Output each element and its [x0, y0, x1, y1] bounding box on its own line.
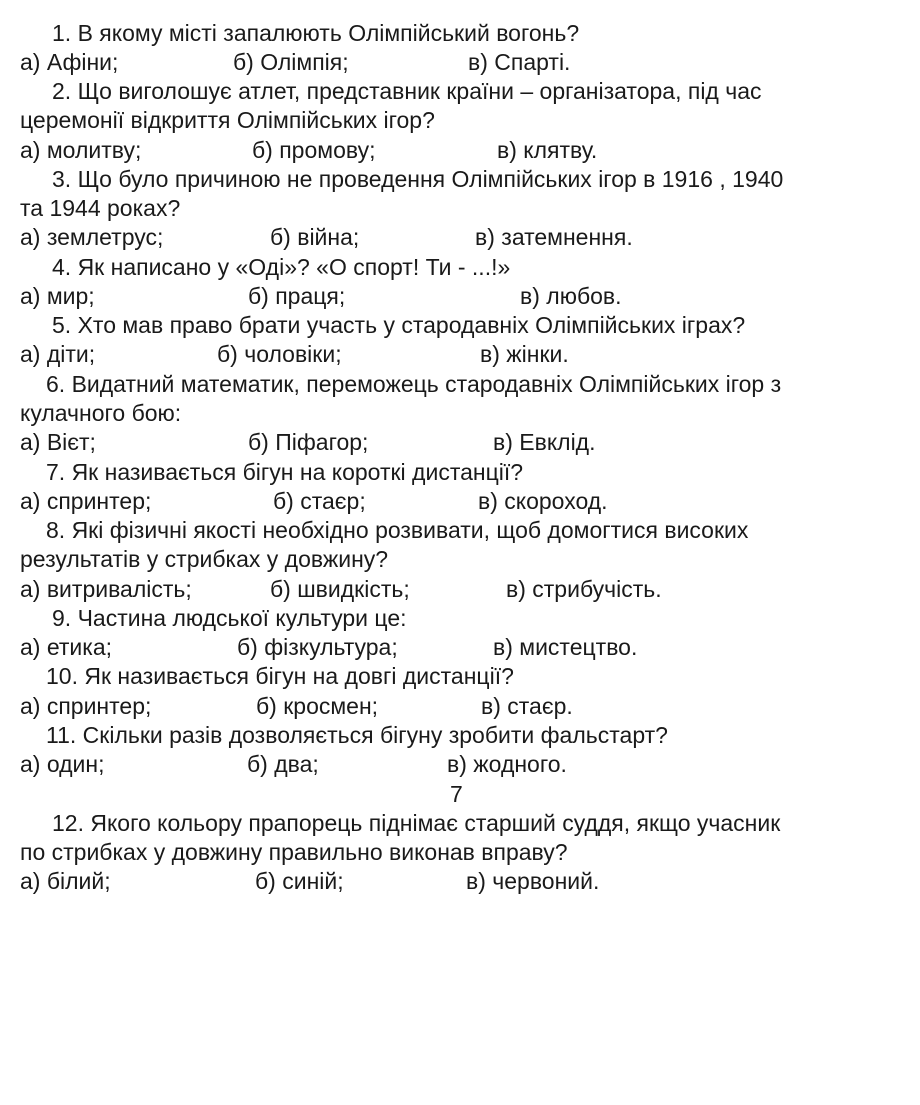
- answer-option: а) Вієт;: [20, 429, 96, 456]
- answer-option: в) клятву.: [497, 136, 598, 163]
- question-text: 3. Що було причиною не проведення Олімпійських ігор в 1916 , 1940: [52, 165, 784, 192]
- answer-option: б) синій;: [255, 868, 344, 895]
- answer-option: б) фізкультура;: [237, 634, 398, 661]
- answer-option: в) червоний.: [466, 868, 600, 895]
- answer-option: а) витривалість;: [20, 575, 192, 602]
- answer-option: б) кросмен;: [256, 692, 379, 719]
- question-text: 9. Частина людської культури це:: [52, 604, 407, 631]
- question-text: 10. Як називається бігун на довгі дистанції?: [46, 663, 514, 690]
- answer-option: б) стаєр;: [273, 487, 366, 514]
- answer-option: а) один;: [20, 751, 105, 778]
- page-number: 7: [450, 780, 463, 807]
- question-text-continued: кулачного бою:: [20, 400, 182, 426]
- answer-option: а) спринтер;: [20, 487, 152, 514]
- answer-option: в) жодного.: [447, 751, 567, 778]
- answer-option: а) землетрус;: [20, 224, 164, 251]
- answer-option: б) два;: [247, 751, 319, 778]
- answer-option: б) війна;: [270, 224, 360, 251]
- question-text: 12. Якого кольору прапорець піднімає старший суддя, якщо учасник: [52, 809, 781, 836]
- answer-option: а) молитву;: [20, 136, 142, 163]
- question-text-continued: по стрибках у довжину правильно виконав вправу?: [20, 839, 568, 866]
- question-text: 4. Як написано у «Оді»? «О спорт! Ти - ...!»: [52, 253, 511, 280]
- answer-option: в) затемнення.: [475, 224, 633, 251]
- question-text-continued: результатів у стрибках у довжину?: [20, 546, 389, 573]
- answer-option: в) Евклід.: [493, 429, 596, 456]
- answer-option: а) мир;: [20, 282, 95, 309]
- question-text-continued: та 1944 роках?: [20, 195, 181, 222]
- question-text: 11. Скільки разів дозволяється бігуну зробити фальстарт?: [46, 721, 668, 748]
- answer-option: в) стаєр.: [481, 692, 573, 719]
- answer-option: а) білий;: [20, 868, 111, 895]
- question-text: 7. Як називається бігун на короткі дистанції?: [46, 458, 524, 485]
- answer-option: б) промову;: [252, 136, 376, 163]
- question-text: 2. Що виголошує атлет, представник країни – організатора, під час: [52, 78, 762, 105]
- answer-option: а) спринтер;: [20, 692, 152, 719]
- answer-option: б) Піфагор;: [248, 429, 369, 456]
- answer-option: в) любов.: [520, 282, 622, 309]
- answer-option: в) скороход.: [478, 487, 608, 514]
- answer-option: а) етика;: [20, 634, 112, 661]
- answer-option: в) стрибучість.: [506, 575, 662, 602]
- answer-option: в) жінки.: [480, 341, 569, 368]
- answer-option: в) мистецтво.: [493, 634, 638, 661]
- answer-option: а) Афіни;: [20, 48, 119, 75]
- question-text: 1. В якому місті запалюють Олімпійський вогонь?: [52, 19, 580, 46]
- answer-option: б) праця;: [248, 282, 346, 309]
- question-text: 5. Хто мав право брати участь у стародавніх Олімпійських іграх?: [52, 312, 746, 339]
- question-text: 6. Видатний математик, переможець стародавніх Олімпійських ігор з: [46, 370, 782, 397]
- question-text: 8. Які фізичні якості необхідно розвивати, щоб домогтися високих: [46, 517, 749, 544]
- answer-option: в) Спарті.: [468, 48, 571, 75]
- question-text-continued: церемонії відкриття Олімпійських ігор?: [20, 107, 435, 134]
- answer-option: а) діти;: [20, 341, 96, 368]
- answer-option: б) чоловіки;: [217, 341, 342, 368]
- answer-option: б) швидкість;: [270, 575, 410, 602]
- answer-option: б) Олімпія;: [233, 48, 349, 75]
